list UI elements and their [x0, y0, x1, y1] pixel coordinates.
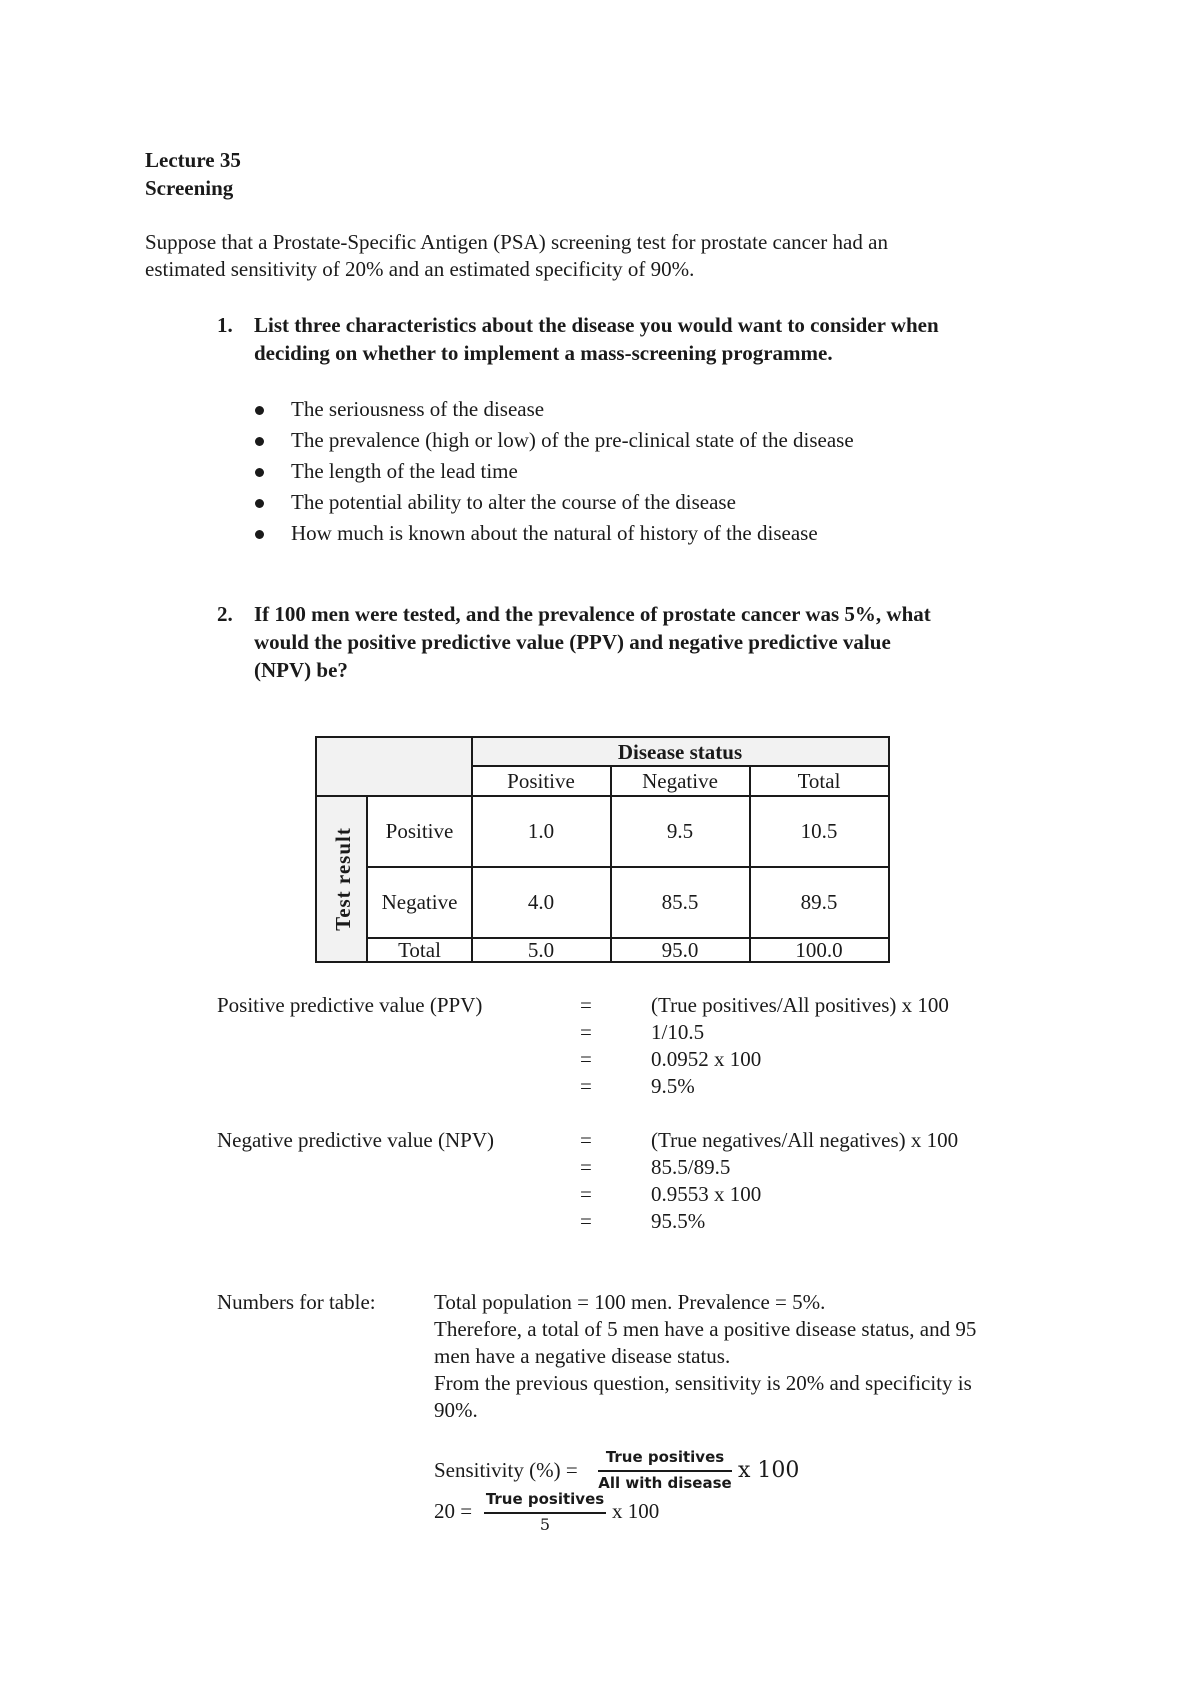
question-number: 2. — [217, 602, 233, 626]
fraction-numerator: True positives — [605, 1448, 725, 1466]
row-label: Total — [398, 938, 441, 962]
column-header: Total — [797, 769, 841, 793]
equals-sign: = — [580, 1074, 592, 1098]
sensitivity-multiplier: x 100 — [738, 1458, 800, 1483]
table-corner-cell — [317, 738, 472, 796]
numbers-line: From the previous question, sensitivity is 20% and specificity is — [434, 1371, 972, 1395]
npv-label: Negative predictive value (NPV) — [217, 1128, 494, 1152]
numbers-line: 90%. — [434, 1398, 478, 1422]
question-line: (NPV) be? — [254, 658, 348, 682]
npv-step: (True negatives/All negatives) x 100 — [651, 1128, 959, 1152]
disease-status-header: Disease status — [617, 740, 743, 764]
lecture-title: Lecture 35 — [145, 148, 241, 172]
list-item: How much is known about the natural of history of the disease — [255, 518, 854, 549]
fraction-numerator: True positives — [485, 1490, 605, 1508]
table-cell: 95.0 — [661, 938, 699, 962]
sensitivity-lhs: Sensitivity (%) = — [434, 1458, 578, 1482]
bullet-icon — [255, 406, 264, 415]
fraction-denominator: 5 — [539, 1515, 551, 1534]
question-line: would the positive predictive value (PPV) and negative predictive value — [254, 630, 891, 654]
fraction-bar — [598, 1470, 732, 1472]
table-cell: 1.0 — [527, 819, 555, 843]
column-header: Negative — [642, 769, 718, 793]
npv-step: 95.5% — [651, 1209, 706, 1233]
question-line: deciding on whether to implement a mass-screening programme. — [254, 341, 833, 365]
numbers-line: Total population = 100 men. Prevalence = 5%. — [434, 1290, 826, 1314]
fraction-bar — [484, 1512, 606, 1514]
ppv-step: 9.5% — [651, 1074, 695, 1098]
sensitivity-multiplier: x 100 — [612, 1499, 660, 1523]
table-cell: 100.0 — [795, 938, 843, 962]
ppv-step: 1/10.5 — [651, 1020, 705, 1044]
test-result-label: Test result — [331, 827, 355, 931]
lecture-subtitle: Screening — [145, 176, 234, 200]
intro-paragraph — [145, 229, 888, 283]
ppv-step: 0.0952 x 100 — [651, 1047, 762, 1071]
bullet-icon — [255, 437, 264, 446]
npv-step: 0.9553 x 100 — [651, 1182, 762, 1206]
table-cell: 10.5 — [800, 819, 838, 843]
row-label: Negative — [381, 890, 458, 914]
list-item: The prevalence (high or low) of the pre-clinical state of the disease — [255, 425, 854, 456]
equals-sign: = — [580, 993, 592, 1017]
numbers-line: Therefore, a total of 5 men have a positive disease status, and 95 — [434, 1317, 977, 1341]
equals-sign: = — [580, 1020, 592, 1044]
column-header: Positive — [507, 769, 575, 793]
npv-step: 85.5/89.5 — [651, 1155, 731, 1179]
question-line: If 100 men were tested, and the prevalence of prostate cancer was 5%, what — [254, 602, 931, 626]
table-cell: 4.0 — [527, 890, 555, 914]
table-cell: 85.5 — [661, 890, 699, 914]
contingency-table — [315, 736, 890, 963]
equals-sign: = — [580, 1047, 592, 1071]
table-cell: 89.5 — [800, 890, 838, 914]
equals-sign: = — [580, 1182, 592, 1206]
table-cell: 9.5 — [666, 819, 694, 843]
fraction-denominator: All with disease — [598, 1474, 732, 1492]
list-item: The length of the lead time — [255, 456, 854, 487]
question-number: 1. — [217, 313, 233, 337]
table-cell: 5.0 — [527, 938, 555, 962]
intro-line: estimated sensitivity of 20% and an estimated specificity of 90%. — [145, 257, 695, 281]
question-line: List three characteristics about the disease you would want to consider when — [254, 313, 939, 337]
list-item: The seriousness of the disease — [255, 394, 854, 425]
row-label: Positive — [385, 819, 454, 843]
ppv-label: Positive predictive value (PPV) — [217, 993, 483, 1017]
equals-sign: = — [580, 1128, 592, 1152]
lecture-heading — [145, 146, 241, 202]
ppv-step: (True positives/All positives) x 100 — [651, 993, 949, 1017]
bullet-icon — [255, 499, 264, 508]
equals-sign: = — [580, 1155, 592, 1179]
sensitivity-lhs: 20 = — [434, 1499, 473, 1523]
numbers-line: men have a negative disease status. — [434, 1344, 731, 1368]
numbers-label: Numbers for table: — [217, 1290, 376, 1314]
characteristics-list — [255, 394, 854, 549]
bullet-icon — [255, 530, 264, 539]
bullet-icon — [255, 468, 264, 477]
intro-line: Suppose that a Prostate-Specific Antigen (PSA) screening test for prostate cancer had an — [145, 230, 888, 254]
equals-sign: = — [580, 1209, 592, 1233]
list-item: The potential ability to alter the course of the disease — [255, 487, 854, 518]
